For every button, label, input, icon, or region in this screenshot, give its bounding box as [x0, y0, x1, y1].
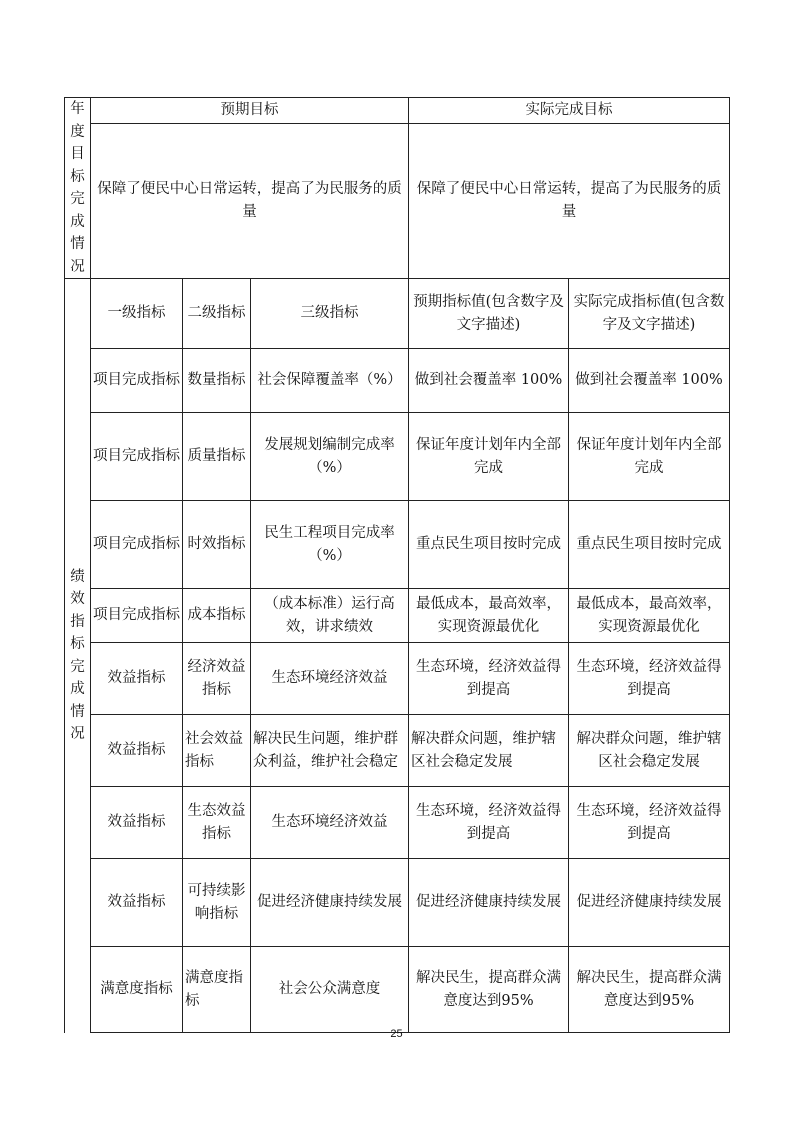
cell-level2: 成本指标 — [183, 589, 251, 643]
cell-level2: 经济效益指标 — [183, 643, 251, 715]
cell-level3: 促进经济健康持续发展 — [251, 859, 409, 947]
actual-goal-header: 实际完成目标 — [409, 98, 730, 124]
cell-level1: 效益指标 — [91, 643, 183, 715]
cell-level2: 时效指标 — [183, 501, 251, 589]
cell-expected: 促进经济健康持续发展 — [409, 859, 569, 947]
cell-expected: 保证年度计划年内全部完成 — [409, 413, 569, 501]
table-row — [65, 947, 730, 1033]
cell-level3: 社会保障覆盖率（%） — [251, 349, 409, 413]
annual-section-label: 年度目标完成情况 — [65, 98, 91, 279]
expected-value-header: 预期指标值(包含数字及文字描述) — [409, 279, 569, 349]
cell-level1: 效益指标 — [91, 859, 183, 947]
cell-expected: 解决群众问题，维护辖区社会稳定发展 — [409, 715, 569, 787]
perf-header-row — [65, 279, 730, 349]
cell-expected: 最低成本，最高效率，实现资源最优化 — [409, 589, 569, 643]
annual-content-row — [65, 123, 730, 278]
performance-table — [64, 97, 730, 1033]
expected-goal-header: 预期目标 — [91, 98, 409, 124]
cell-level2: 生态效益指标 — [183, 787, 251, 859]
cell-level1: 项目完成指标 — [91, 349, 183, 413]
cell-actual: 生态环境，经济效益得到提高 — [569, 787, 730, 859]
cell-expected: 生态环境，经济效益得到提高 — [409, 787, 569, 859]
perf-section-label: 绩效指标完成情况 — [65, 279, 91, 1033]
cell-actual: 做到社会覆盖率 100% — [569, 349, 730, 413]
cell-actual: 解决民生，提高群众满意度达到95% — [569, 947, 730, 1033]
cell-level1: 满意度指标 — [91, 947, 183, 1033]
cell-level1: 项目完成指标 — [91, 413, 183, 501]
cell-level1: 效益指标 — [91, 715, 183, 787]
annual-header-row — [65, 98, 730, 124]
level3-header: 三级指标 — [251, 279, 409, 349]
table-row — [65, 643, 730, 715]
cell-level2: 质量指标 — [183, 413, 251, 501]
cell-level3: 生态环境经济效益 — [251, 787, 409, 859]
cell-level3: 解决民生问题，维护群众利益，维护社会稳定 — [251, 715, 409, 787]
cell-actual: 最低成本，最高效率，实现资源最优化 — [569, 589, 730, 643]
cell-actual: 生态环境，经济效益得到提高 — [569, 643, 730, 715]
cell-expected: 重点民生项目按时完成 — [409, 501, 569, 589]
cell-expected: 解决民生，提高群众满意度达到95% — [409, 947, 569, 1033]
table-row — [65, 501, 730, 589]
cell-actual: 促进经济健康持续发展 — [569, 859, 730, 947]
table-row — [65, 715, 730, 787]
level1-header: 一级指标 — [91, 279, 183, 349]
table-row — [65, 589, 730, 643]
cell-level3: 社会公众满意度 — [251, 947, 409, 1033]
cell-level3: 民生工程项目完成率（%） — [251, 501, 409, 589]
table-row — [65, 413, 730, 501]
cell-level3: 发展规划编制完成率（%） — [251, 413, 409, 501]
cell-actual: 保证年度计划年内全部完成 — [569, 413, 730, 501]
cell-level3: 生态环境经济效益 — [251, 643, 409, 715]
page-number: 25 — [390, 1028, 403, 1040]
cell-level2: 数量指标 — [183, 349, 251, 413]
cell-actual: 重点民生项目按时完成 — [569, 501, 730, 589]
table-row — [65, 349, 730, 413]
cell-actual: 解决群众问题，维护辖区社会稳定发展 — [569, 715, 730, 787]
actual-value-header: 实际完成指标值(包含数字及文字描述) — [569, 279, 730, 349]
cell-expected: 生态环境，经济效益得到提高 — [409, 643, 569, 715]
cell-level2: 社会效益指标 — [183, 715, 251, 787]
cell-level3: （成本标准）运行高效，讲求绩效 — [251, 589, 409, 643]
cell-level1: 项目完成指标 — [91, 589, 183, 643]
table-row — [65, 859, 730, 947]
cell-level1: 效益指标 — [91, 787, 183, 859]
table-row — [65, 787, 730, 859]
cell-level2: 满意度指标 — [183, 947, 251, 1033]
cell-level2: 可持续影响指标 — [183, 859, 251, 947]
cell-level1: 项目完成指标 — [91, 501, 183, 589]
level2-header: 二级指标 — [183, 279, 251, 349]
expected-goal-text: 保障了便民中心日常运转，提高了为民服务的质量 — [91, 123, 409, 278]
cell-expected: 做到社会覆盖率 100% — [409, 349, 569, 413]
actual-goal-text: 保障了便民中心日常运转，提高了为民服务的质量 — [409, 123, 730, 278]
